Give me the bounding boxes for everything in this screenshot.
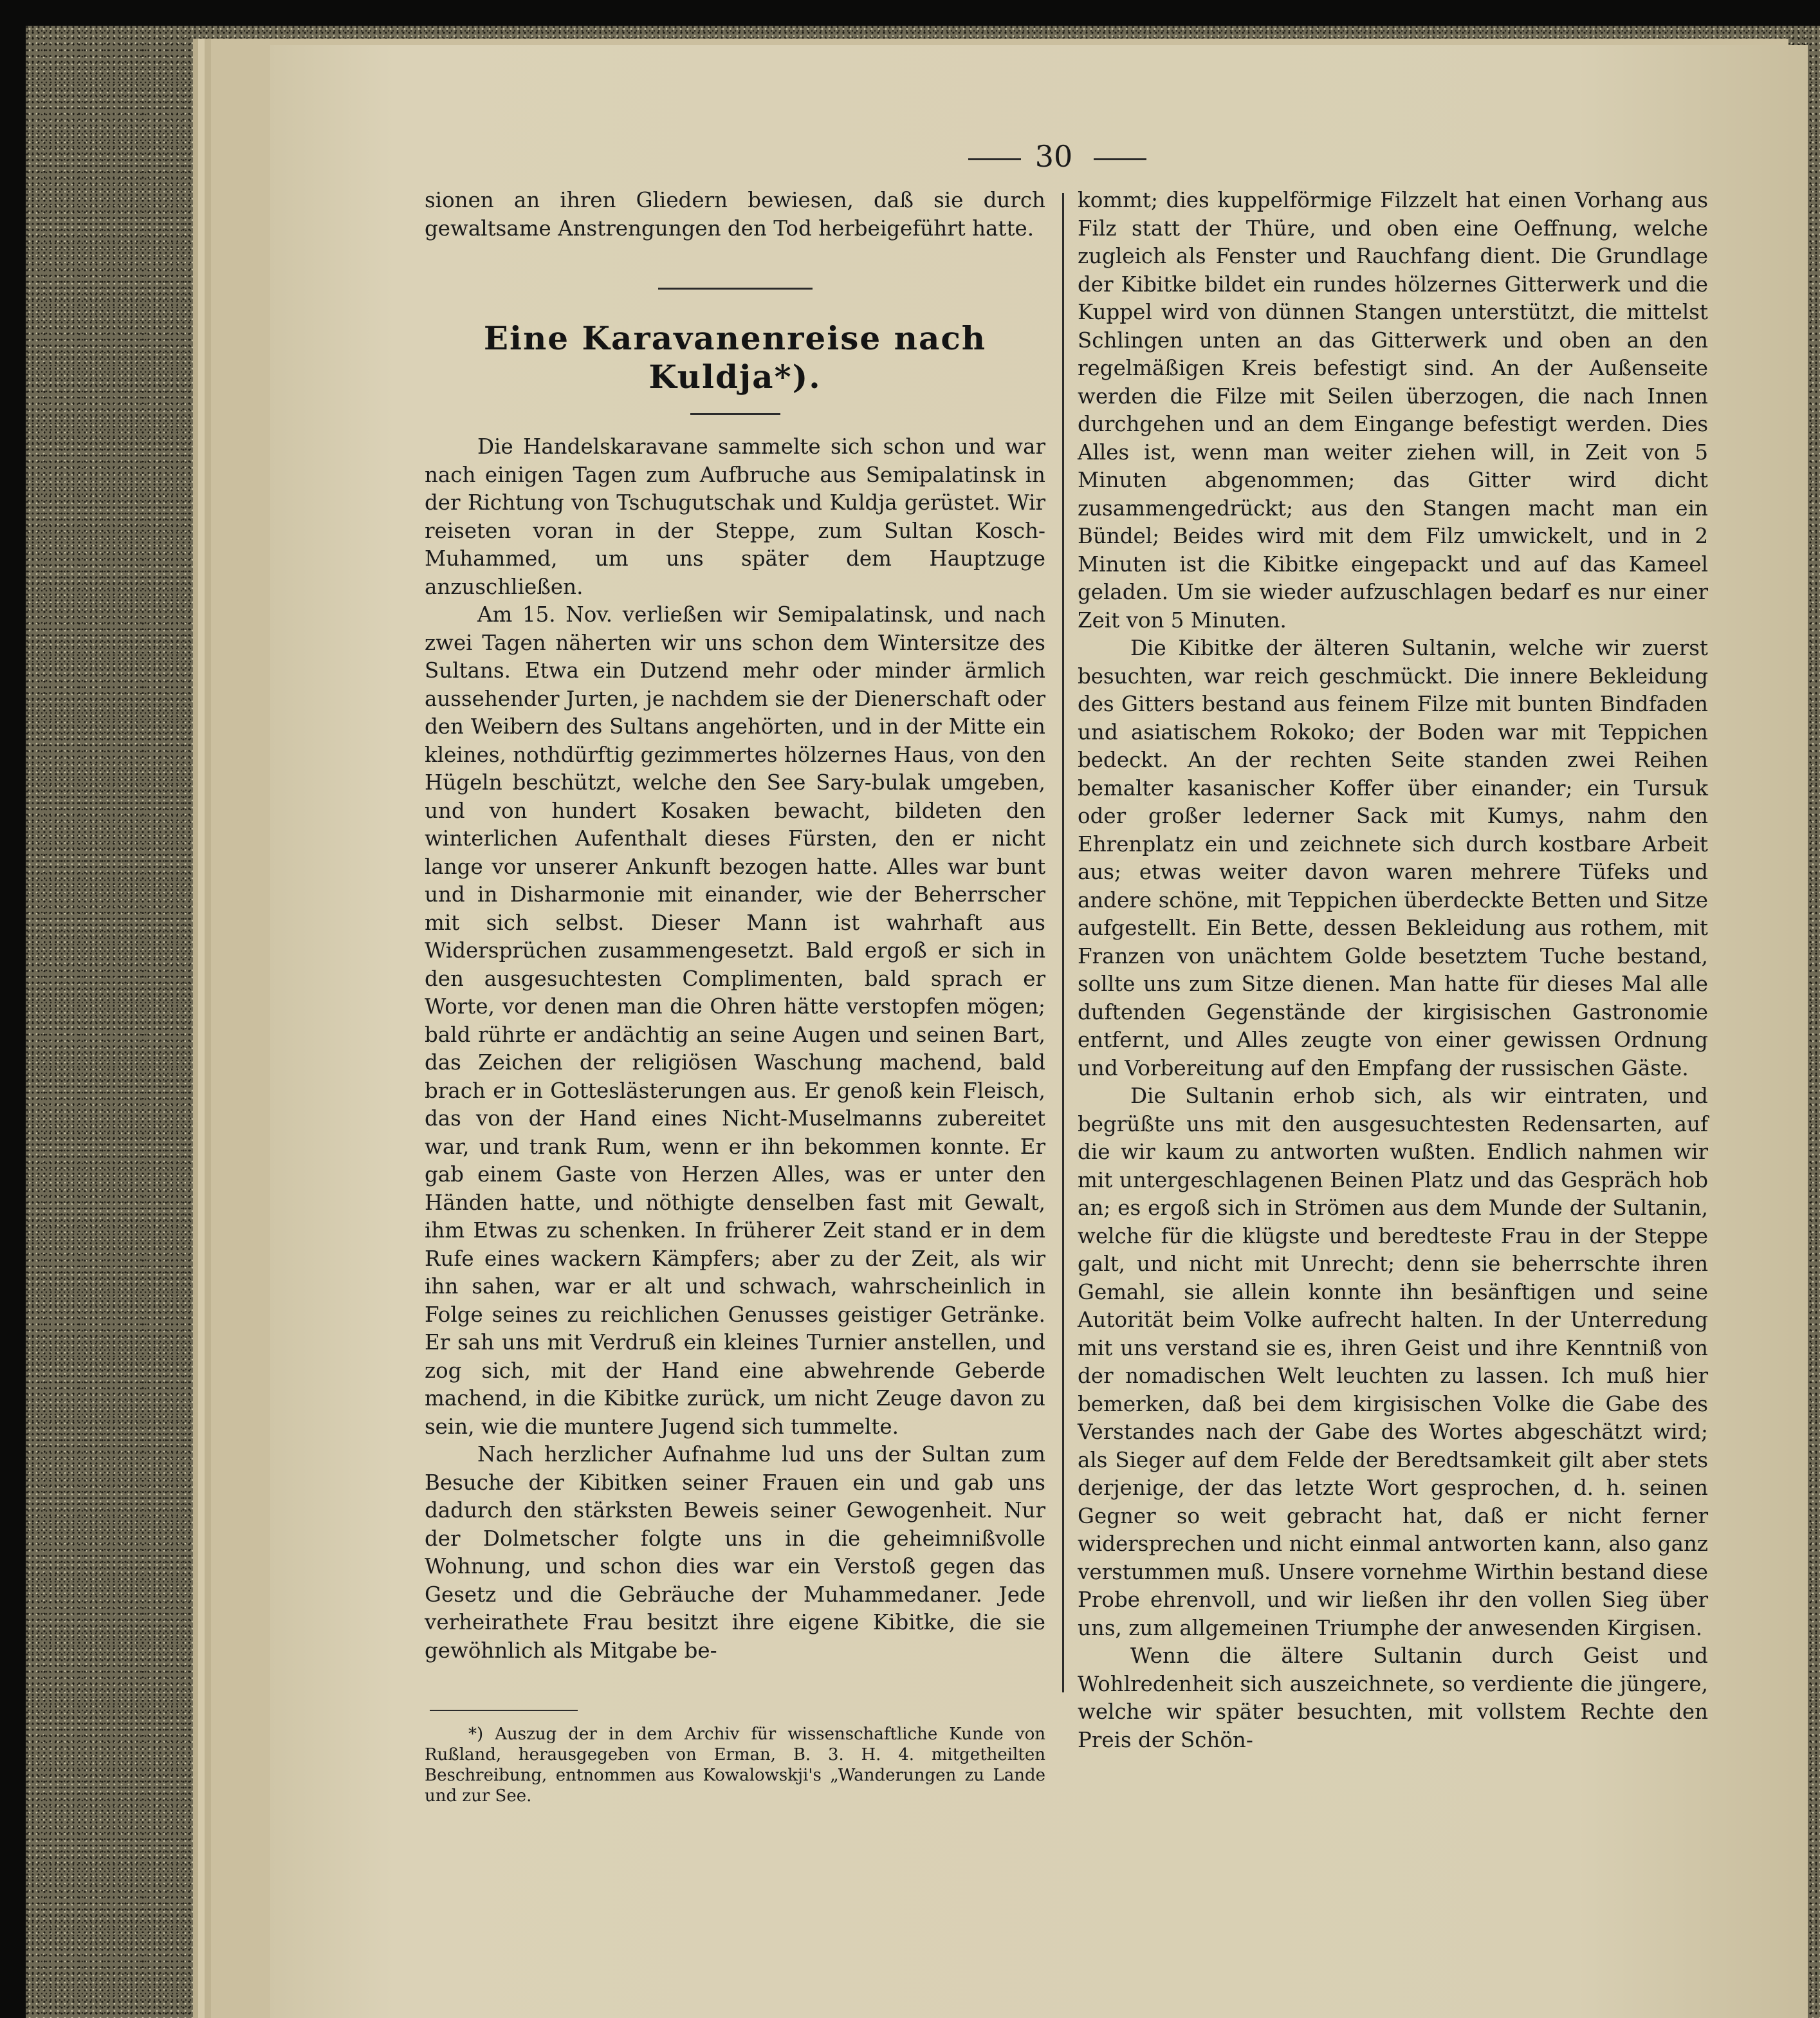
right-column <box>1078 187 1708 1754</box>
paragraph: kommt; dies kuppelförmige Filzzelt hat einen Vorhang aus Filz statt der Thüre, und oben eine Oeffnung, welche zugleich als Fenster und Rauchfang dient. Die Grundlage der Kibitke bildet ein rundes hölzernes Gitterwerk und die Kuppel wird von dünnen Stangen unterstützt, die mittelst Schlingen unten an das Gitterwerk und oben an den regelmäßigen Kreis befestigt sind. An der Außenseite werden die Filze mit Seilen überzogen, die nach Innen durchgehen und an dem Eingange befestigt werden. Dies Alles ist, wenn man weiter ziehen will, in Zeit von 5 Minuten abgenommen; das Gitter wird dicht zusammengedrückt; aus den Stangen macht man ein Bündel; Beides wird mit dem Filz umwickelt, und in 2 Minuten ist die Kibitke eingepackt und auf das Kameel geladen. Um sie wieder aufzuschlagen bedarf es nur einer Zeit von 5 Minuten. <box>1078 188 1708 633</box>
footnote: *) Auszug der in dem Archiv für wissenschaftliche Kunde von Rußland, herausgegeben von Erman, B. 3. H. 4. mitgetheilten Beschreibung, entnommen aus Kowalowskji's „Wanderungen zu Lande und zur See. <box>425 1725 1045 1806</box>
article-title: Eine Karavanenreise nach Kuldja*). <box>483 319 987 396</box>
section-divider <box>658 288 813 290</box>
page-number: 30 <box>1034 139 1073 174</box>
page-number-rule-left <box>968 158 1021 160</box>
paragraph: Wenn die ältere Sultanin durch Geist und Wohlredenheit sich auszeichnete, so verdiente die jüngere, welche wir später besuchten, mit vollstem Rechte den Preis der Schön- <box>1078 1643 1708 1752</box>
title-divider <box>690 413 780 415</box>
continuation-paragraph: sionen an ihren Gliedern bewiesen, daß sie durch gewaltsame Anstrengungen den Tod herbeigeführt hatte. <box>425 188 1045 241</box>
footnote-divider <box>430 1710 578 1711</box>
paragraph: Die Handelskaravane sammelte sich schon und war nach einigen Tagen zum Aufbruche aus Semipalatinsk in der Richtung von Tschugutschak und Kuldja gerüstet. Wir reiseten voran in der Steppe, zum Sultan Kosch-Muhammed, um uns später dem Hauptzuge anzuschließen. <box>425 434 1045 599</box>
paragraph: Die Kibitke der älteren Sultanin, welche wir zuerst besuchten, war reich geschmückt. Die innere Bekleidung des Gitters bestand aus feinem Filze mit bunten Bindfaden und asiatischem Rokoko; der Boden war mit Teppichen bedeckt. An der rechten Seite standen zwei Reihen bemalter kasanischer Koffer über einander; ein Tursuk oder großer lederner Sack mit Kumys, nahm den Ehrenplatz ein und zeichnete sich durch kostbare Arbeit aus; etwas weiter davon waren mehrere Tüfeks und andere schöne, mit Teppichen überdeckte Betten und Sitze aufgestellt. Ein Bette, dessen Bekleidung aus rothem, mit Franzen von unächtem Golde besetztem Tuche bestand, sollte uns zum Sitze dienen. Man hatte für dieses Mal alle duftenden Gegenstände der kirgisischen Gastronomie entfernt, und Alles zeugte von einer gewissen Ordnung und Vorbereitung auf den Empfang der russischen Gäste. <box>1078 636 1708 1080</box>
paragraph: Nach herzlicher Aufnahme lud uns der Sultan zum Besuche der Kibitken seiner Frauen ein und gab uns dadurch den stärksten Beweis seiner Gewogenheit. Nur der Dolmetscher folgte uns in die geheimnißvolle Wohnung, und schon dies war ein Verstoß gegen das Gesetz und die Gebräuche der Muhammedaner. Jede verheirathete Frau besitzt ihre eigene Kibitke, die sie gewöhnlich als Mitgabe be- <box>425 1442 1045 1663</box>
page-number-rule-right <box>1094 158 1146 160</box>
column-divider <box>1062 193 1064 1692</box>
left-column <box>425 187 1045 1806</box>
paragraph: Die Sultanin erhob sich, als wir eintraten, und begrüßte uns mit den ausgesuchtesten Redensarten, auf die wir kaum zu antworten wußten. Endlich nahmen wir mit untergeschlagenen Beinen Platz und das Gespräch hob an; es ergoß sich in Strömen aus dem Munde der Sultanin, welche für die klügste und beredteste Frau in der Steppe galt, und nicht mit Unrecht; denn sie beherrschte ihren Gemahl, sie allein konnte ihn besänftigen und seine Autorität beim Volke aufrecht halten. In der Unterredung mit uns verstand sie es, ihren Geist und ihre Kenntniß von der nomadischen Welt leuchten zu lassen. Ich muß hier bemerken, daß bei dem kirgisischen Volke die Gabe des Verstandes nach der Gabe des Wortes abgeschätzt wird; als Sieger auf dem Felde der Beredtsamkeit gilt aber stets derjenige, der das letzte Wort gesprochen, d. h. seinen Gegner so weit gebracht hat, daß er nicht ferner widersprechen und nicht einmal antworten kann, also ganz verstummen muß. Unsere vornehme Wirthin bestand diese Probe ehrenvoll, und wir ließen ihr den vollen Sieg über uns, zum allgemeinen Triumphe der anwesenden Kirgisen. <box>1078 1084 1709 1640</box>
paragraph: Am 15. Nov. verließen wir Semipalatinsk, und nach zwei Tagen näherten wir uns schon dem Wintersitze des Sultans. Etwa ein Dutzend mehr oder minder ärmlich aussehender Jurten, je nachdem sie der Dienerschaft oder den Weibern des Sultans angehörten, und in der Mitte ein kleines, nothdürftig gezimmertes hölzernes Haus, von den Hügeln beschützt, welche den See Sary-bulak umgeben, und von hundert Kosaken bewacht, bildeten den winterlichen Aufenthalt dieses Fürsten, den er nicht lange vor unserer Ankunft bezogen hatte. Alles war bunt und in Disharmonie mit einander, wie der Beherrscher mit sich selbst. Dieser Mann ist wahrhaft aus Widersprüchen zusammengesetzt. Bald ergoß er sich in den ausgesuchtesten Complimenten, bald sprach er Worte, vor denen man die Ohren hätte verstopfen mögen; bald rührte er andächtig an seine Augen und seinen Bart, das Zeichen der religiösen Waschung machend, bald brach er in Gotteslästerungen aus. Er genoß kein Fleisch, das von der Hand eines Nicht-Muselmanns zubereitet war, und trank Rum, wenn er ihn bekommen konnte. Er gab einem Gaste von Herzen Alles, was er unter den Händen hatte, und nöthigte denselben fast mit Gewalt, ihm Etwas zu schenken. In früherer Zeit stand er in dem Rufe eines wackern Kämpfers; aber zu der Zeit, als wir ihn sahen, war er alt und schwach, wahrscheinlich in Folge seines zu reichlichen Genusses geistiger Getränke. Er sah uns mit Verdruß ein kleines Turnier anstellen, und zog sich, mit der Hand eine abwehrende Geberde machend, in die Kibitke zurück, um nicht Zeuge davon zu sein, wie die muntere Jugend sich tummelte. <box>425 602 1045 1439</box>
